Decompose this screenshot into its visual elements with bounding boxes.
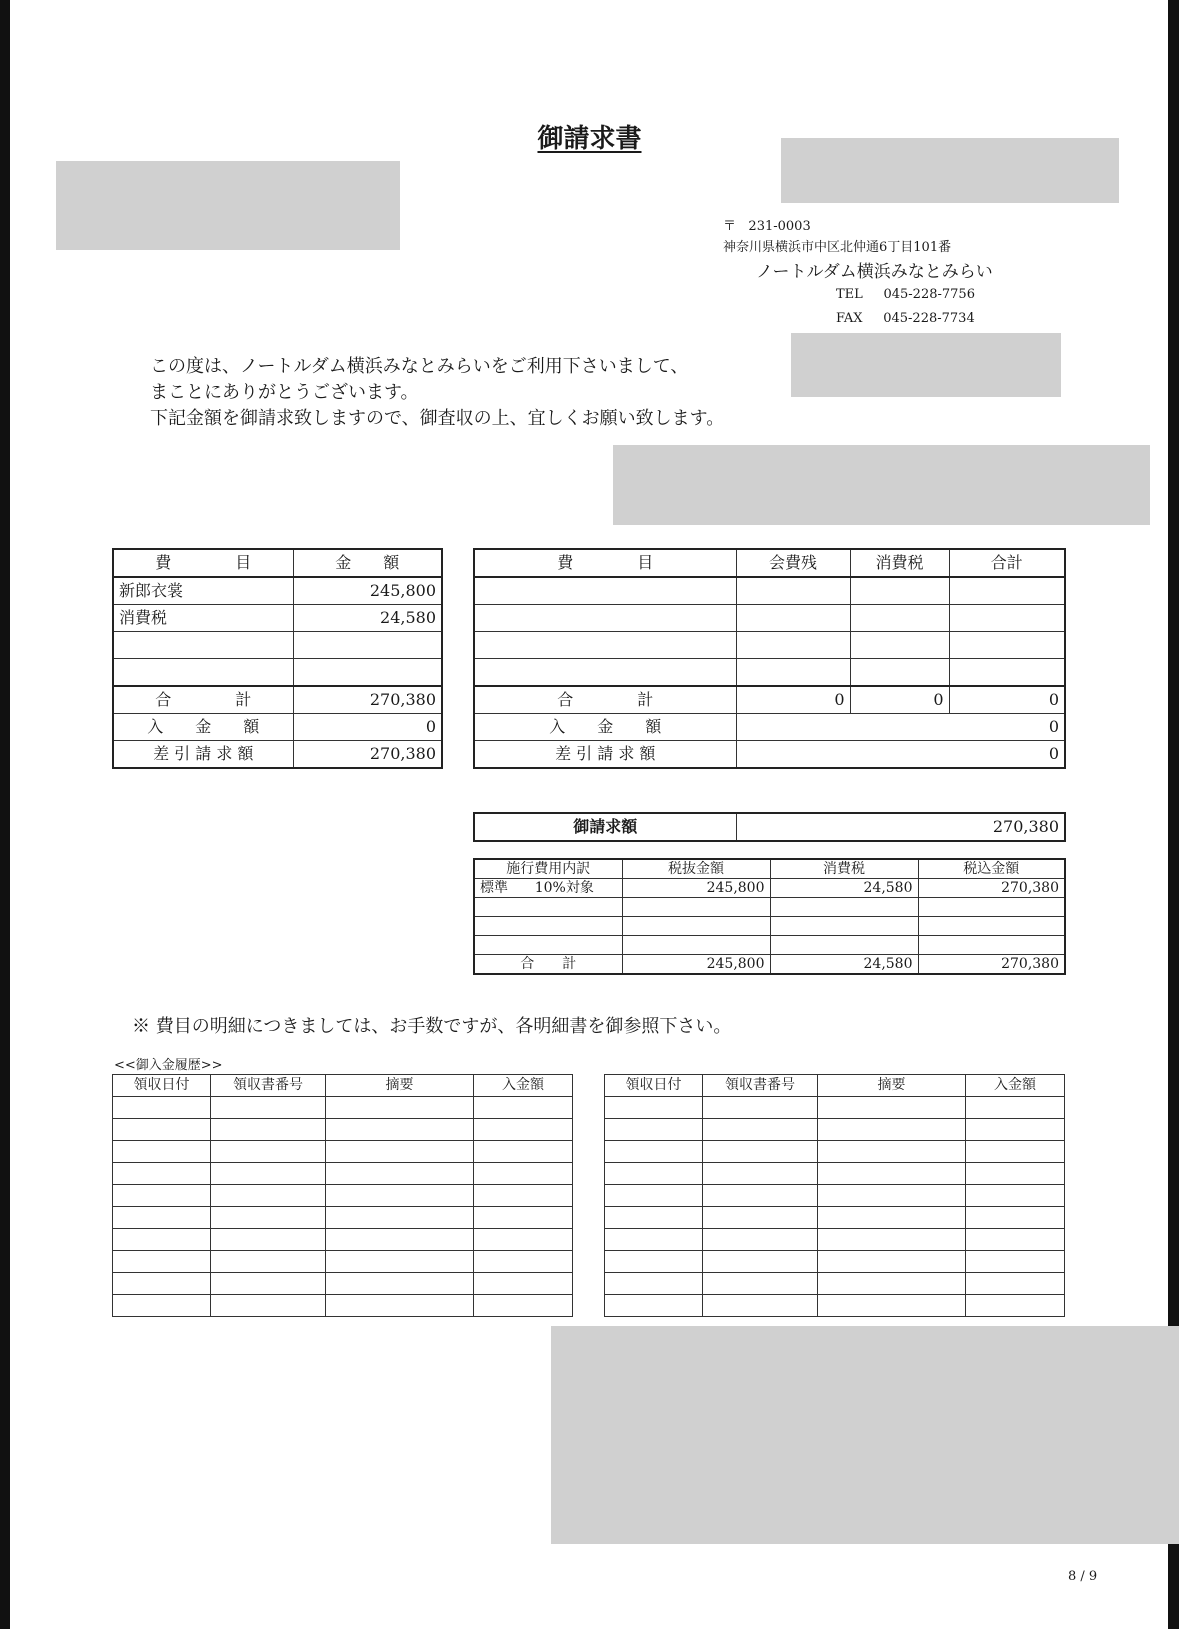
intro-line-1: この度は、ノートルダム横浜みなとみらいをご利用下さいまして、 (150, 356, 689, 377)
table-row (605, 1273, 1065, 1295)
issuer-tel: TEL 045-228-7756 (836, 287, 975, 302)
paid-row (474, 714, 1065, 741)
table-row (113, 1207, 573, 1229)
table-row (605, 1207, 1065, 1229)
tax-gross: 270,380 (918, 879, 1065, 898)
table-row (474, 917, 1065, 936)
col-header-description: 摘要 (818, 1075, 966, 1097)
page-number: 8 / 9 (1068, 1569, 1098, 1584)
total-amount: 270,380 (293, 686, 442, 714)
item-amount (293, 659, 442, 687)
col-header-amount: 金 額 (293, 549, 442, 577)
total-row (474, 686, 1065, 714)
col-header-sum: 合計 (949, 549, 1065, 577)
table-row (474, 632, 1065, 659)
col-header-gross: 税込金額 (918, 859, 1065, 879)
col-header-net: 税抜金額 (622, 859, 770, 879)
balance-row (113, 741, 442, 769)
balance-amount: 0 (736, 741, 1065, 769)
redacted-footer (551, 1326, 1179, 1544)
table-row (113, 1097, 573, 1119)
paid-label: 入 金 額 (474, 714, 736, 741)
table-row (474, 577, 1065, 605)
intro-line-2: まことにありがとうございます。 (150, 382, 419, 403)
total-remaining: 0 (736, 686, 850, 714)
item-amount (293, 632, 442, 659)
table-row (605, 1119, 1065, 1141)
paid-row (113, 714, 442, 741)
invoice-total-label: 御請求額 (474, 813, 736, 841)
col-header-tax: 消費税 (850, 549, 949, 577)
item-name (113, 659, 293, 687)
tax-breakdown-table (473, 858, 1066, 975)
table-row (113, 1251, 573, 1273)
intro-message (150, 354, 724, 432)
issuer-address: 神奈川県横浜市中区北仲通6丁目101番 (723, 240, 952, 255)
invoice-total-amount: 270,380 (736, 813, 1065, 841)
table-row (113, 1273, 573, 1295)
document-title: 御請求書 (537, 124, 642, 154)
invoice-total-box (473, 812, 1066, 842)
issuer-postal: 〒 231-0003 (723, 219, 811, 234)
balance-label: 差 引 請 求 額 (113, 741, 293, 769)
table-row (474, 605, 1065, 632)
col-header-category: 施行費用内訳 (474, 859, 622, 879)
table-row (113, 1119, 573, 1141)
table-row (113, 605, 442, 632)
table-row (474, 659, 1065, 687)
redacted-date (781, 138, 1119, 203)
intro-line-3: 下記金額を御請求致しますので、御査収の上、宜しくお願い致します。 (150, 408, 725, 429)
col-header-tax: 消費税 (770, 859, 918, 879)
table-row (113, 1295, 573, 1317)
item-amount: 24,580 (293, 605, 442, 632)
total-label: 合 計 (474, 686, 736, 714)
payment-history-label: <<御入金履歴>> (114, 1058, 223, 1073)
payment-history-table-left (112, 1074, 573, 1317)
col-header-payment: 入金額 (966, 1075, 1065, 1097)
balance-row (474, 741, 1065, 769)
tax-net: 245,800 (622, 879, 770, 898)
table-row (605, 1163, 1065, 1185)
table-row (474, 879, 1065, 898)
item-name (113, 632, 293, 659)
col-header-item: 費 目 (113, 549, 293, 577)
table-row (113, 1163, 573, 1185)
tax-category: 標準 10%対象 (474, 879, 622, 898)
table-row (605, 1229, 1065, 1251)
redacted-recipient (56, 161, 400, 250)
redacted-info (613, 445, 1150, 525)
col-header-date: 領収日付 (605, 1075, 703, 1097)
total-label: 合 計 (113, 686, 293, 714)
table-row (605, 1185, 1065, 1207)
table-row (474, 936, 1065, 955)
table-row (605, 1295, 1065, 1317)
col-header-description: 摘要 (326, 1075, 474, 1097)
tax-total-gross: 270,380 (918, 955, 1065, 975)
col-header-receipt-no: 領収書番号 (703, 1075, 818, 1097)
col-header-payment: 入金額 (474, 1075, 573, 1097)
table-row (113, 1185, 573, 1207)
col-header-date: 領収日付 (113, 1075, 211, 1097)
tax-total-label: 合 計 (474, 955, 622, 975)
table-row (113, 1141, 573, 1163)
fee-table-left (112, 548, 443, 769)
item-amount: 245,800 (293, 577, 442, 605)
table-row (113, 577, 442, 605)
table-row (113, 632, 442, 659)
table-row (113, 1229, 573, 1251)
payment-history-table-right (604, 1074, 1065, 1317)
table-row (605, 1251, 1065, 1273)
total-row (113, 686, 442, 714)
col-header-remaining: 会費残 (736, 549, 850, 577)
col-header-item: 費 目 (474, 549, 736, 577)
paid-label: 入 金 額 (113, 714, 293, 741)
issuer-fax: FAX 045-228-7734 (836, 311, 975, 326)
tax-total-net: 245,800 (622, 955, 770, 975)
reference-note: ※ 費目の明細につきましては、お手数ですが、各明細書を御参照下さい。 (132, 1016, 732, 1037)
tax-amount: 24,580 (770, 879, 918, 898)
redacted-stamp (791, 333, 1061, 397)
total-sum: 0 (949, 686, 1065, 714)
total-tax: 0 (850, 686, 949, 714)
col-header-receipt-no: 領収書番号 (211, 1075, 326, 1097)
fee-table-right (473, 548, 1066, 769)
item-name: 新郎衣裳 (113, 577, 293, 605)
tax-total-tax: 24,580 (770, 955, 918, 975)
table-row (113, 659, 442, 687)
scan-edge-left (0, 0, 10, 1629)
item-name: 消費税 (113, 605, 293, 632)
issuer-name: ノートルダム横浜みなとみらい (756, 262, 993, 282)
paid-amount: 0 (293, 714, 442, 741)
balance-amount: 270,380 (293, 741, 442, 769)
balance-label: 差 引 請 求 額 (474, 741, 736, 769)
table-row (605, 1097, 1065, 1119)
paid-amount: 0 (736, 714, 1065, 741)
table-row (605, 1141, 1065, 1163)
total-row (474, 955, 1065, 975)
table-row (474, 898, 1065, 917)
